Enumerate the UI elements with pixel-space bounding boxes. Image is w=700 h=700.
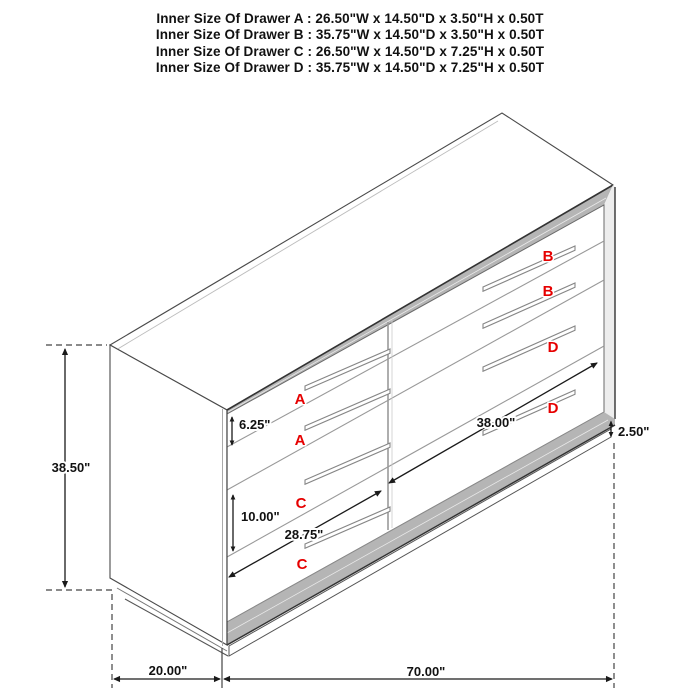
dim-base-height: 2.50" bbox=[618, 424, 650, 439]
drawer-label-a1: A bbox=[294, 391, 306, 408]
drawer-c-spec: Inner Size Of Drawer C : 26.50"W x 14.50"D x 7.25"H x 0.50T bbox=[155, 43, 545, 59]
dim-overall-width: 70.00" bbox=[406, 664, 446, 679]
dim-left-drawer-width: 28.75" bbox=[284, 527, 324, 542]
drawer-label-c2: C bbox=[296, 556, 308, 573]
dim-depth: 20.00" bbox=[148, 663, 188, 678]
drawer-label-b1: B bbox=[542, 248, 554, 265]
drawer-a-spec: Inner Size Of Drawer A : 26.50"W x 14.50"D x 3.50"H x 0.50T bbox=[156, 11, 544, 26]
dim-drawer-c-height: 10.00" bbox=[241, 509, 280, 524]
drawer-label-a2: A bbox=[294, 432, 306, 449]
dim-drawer-a-height: 6.25" bbox=[239, 417, 271, 432]
drawer-b-spec: Inner Size Of Drawer B : 35.75"W x 14.50"D x 3.50"H x 0.50T bbox=[155, 27, 545, 43]
dim-overall-height: 38.50" bbox=[51, 460, 91, 475]
drawer-label-c1: C bbox=[295, 495, 307, 512]
drawer-label-d2: D bbox=[547, 400, 559, 417]
drawer-label-b2: B bbox=[542, 283, 554, 300]
right-edge-band bbox=[604, 185, 615, 419]
dresser-drawing bbox=[110, 113, 615, 656]
dim-right-drawer-width: 38.00" bbox=[476, 415, 516, 430]
drawer-label-d1: D bbox=[547, 339, 559, 356]
drawer-d-spec: Inner Size Of Drawer D : 35.75"W x 14.50"D x 7.25"H x 0.50T bbox=[155, 60, 545, 76]
